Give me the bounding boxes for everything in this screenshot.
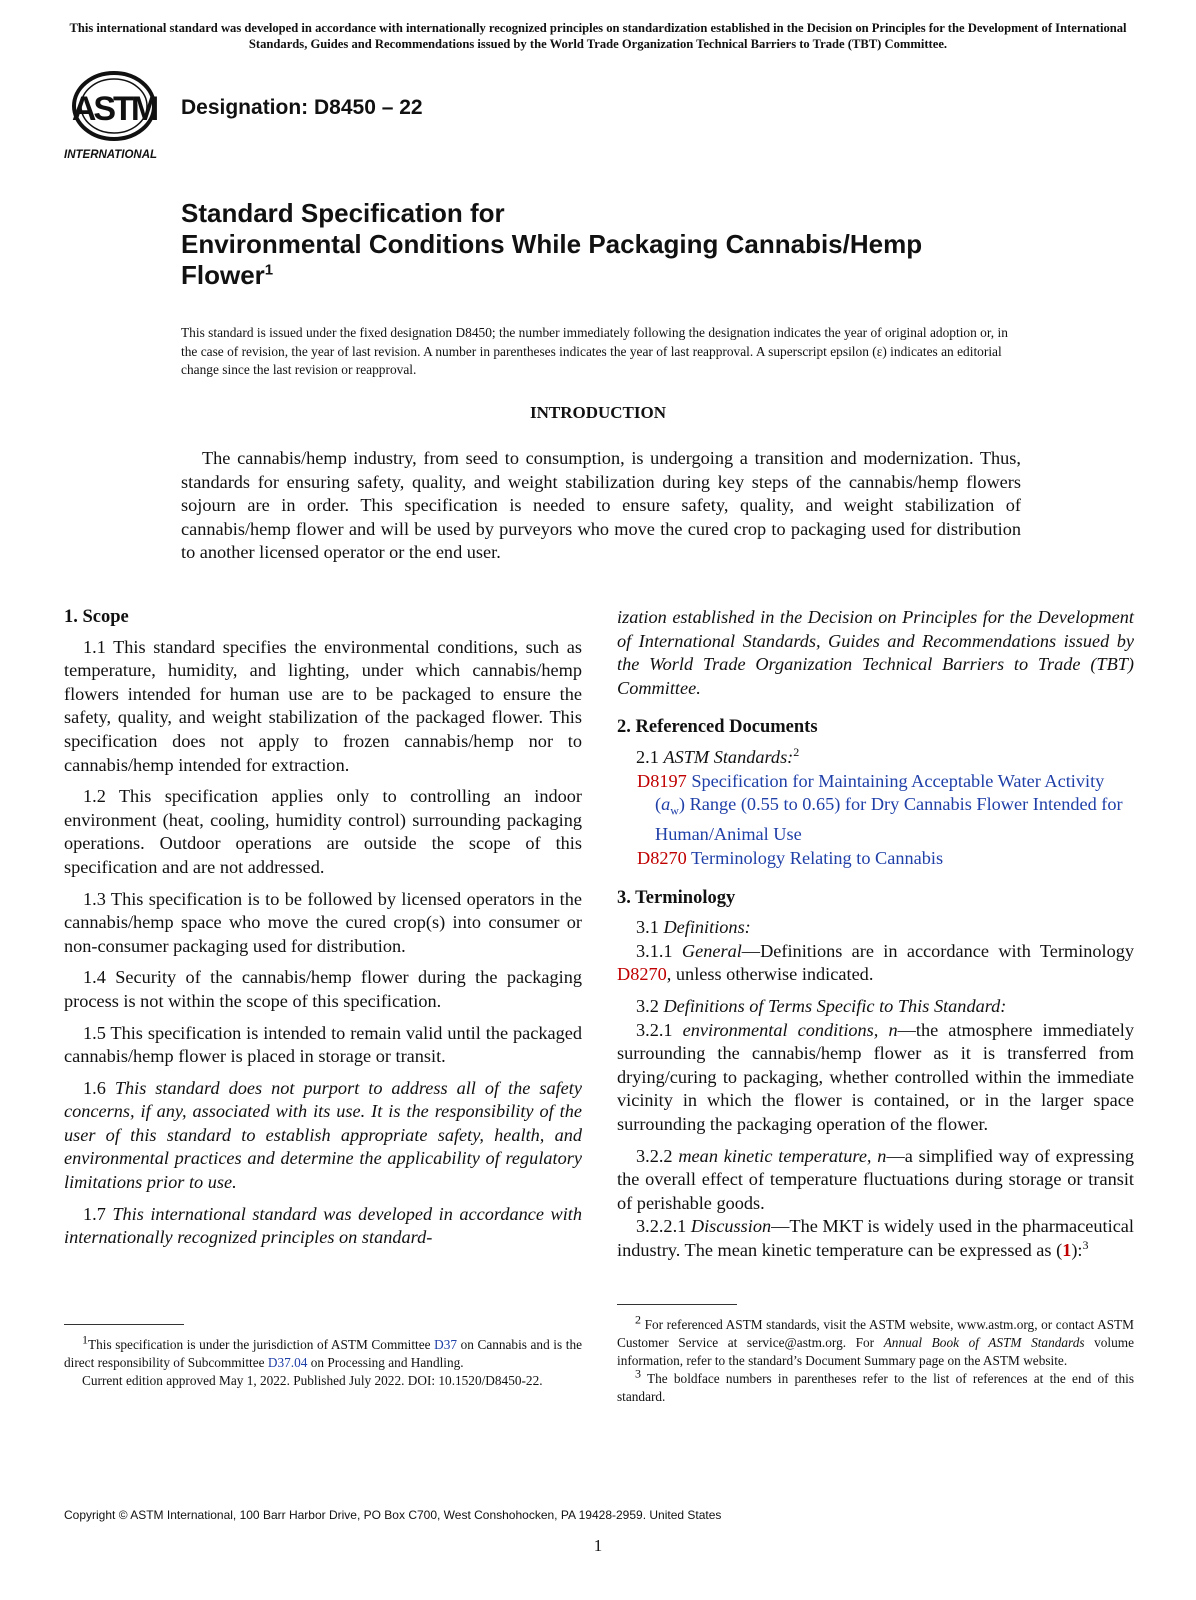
footnote-2	[617, 1312, 1135, 1370]
definitions-3-1-1	[617, 940, 1134, 987]
definitions-3-2-2-1	[617, 1215, 1134, 1262]
footnotes-right	[617, 1312, 1135, 1406]
scope-heading: 1. Scope	[64, 607, 129, 627]
introduction-heading: INTRODUCTION	[529, 403, 667, 422]
reference-title-d8197-a: Specification for Maintaining Acceptable Water Activity (	[655, 770, 1105, 815]
footnote-1-text-c: on Processing and Handling.	[307, 1355, 464, 1370]
subcommittee-link-d37-04[interactable]: D37.04	[267, 1355, 308, 1370]
definitions-3-1-1-num: 3.1.1	[636, 940, 673, 961]
definitions-3-2-2-1-term: Discussion	[690, 1216, 772, 1237]
terminology-heading: 3. Terminology	[617, 887, 736, 908]
water-activity-subscript: w	[670, 803, 679, 818]
committee-link-d37[interactable]: D37	[434, 1337, 458, 1352]
issued-note: This standard is issued under the fixed designation D8450; the number immediately following the designation indicates the year of original adoption or, in the case of revision, the year of last revision. A number in parentheses indicates the year of last reapproval. A superscript epsilon (ε) indicates an editorial change since the last revision or reapproval.	[181, 325, 1008, 377]
scope-1-6-text: This standard does not purport to address all of the safety concerns, if any, associated with its use. It is the responsibility of the user of this standard to establish appropriate safety, health, and environmental practices and determine the applicability of regulatory limitations prior to use.	[64, 1077, 582, 1193]
astm-logo-subtext: INTERNATIONAL	[64, 149, 158, 161]
scope-1-6	[64, 1077, 582, 1195]
footnote-ref-3: 3	[1082, 1237, 1089, 1252]
scope-1-7-num: 1.7	[83, 1203, 106, 1224]
reference-d8197[interactable]	[637, 770, 1134, 847]
title-footnote-mark: 1	[264, 261, 274, 279]
definitions-3-1-label: Definitions:	[663, 917, 751, 938]
definitions-3-2-2-num: 3.2.2	[636, 1145, 673, 1166]
footnote-3-text: The boldface numbers in parentheses refer to the list of references at the end of this standard.	[617, 1371, 1134, 1404]
reference-code-d8270[interactable]: D8270	[637, 848, 687, 868]
definitions-3-2-2-text: —a simplified way of expressing the overall effect of temperature fluctuations during storage or transit of perishable goods.	[617, 1145, 1134, 1213]
definitions-3-2-2-1-text: —The MKT is widely used in the pharmaceutical industry. The mean kinetic temperature can be expressed as (	[617, 1216, 1134, 1260]
scope-1-4: 1.4 Security of the cannabis/hemp flower during the packaging process is not within the scope of this specification.	[64, 967, 582, 1011]
definitions-3-2-2-term: mean kinetic temperature, n	[678, 1145, 887, 1166]
scope-1-5: 1.5 This specification is intended to remain valid until the packaged cannabis/hemp flower is placed in storage or transit.	[64, 1022, 582, 1067]
footnote-1-text-a: This specification is under the jurisdiction of ASTM Committee	[88, 1337, 435, 1352]
referenced-documents-heading: 2. Referenced Documents	[617, 717, 818, 738]
scope-1-7	[64, 1203, 582, 1250]
footnote-3	[617, 1366, 1134, 1406]
definitions-3-2-2-1-end: ):	[1071, 1239, 1083, 1260]
astm-logo-text: ASTM	[71, 90, 157, 128]
water-activity-symbol: a	[661, 794, 671, 815]
definitions-3-2	[617, 995, 1134, 1019]
definitions-3-1-num: 3.1	[636, 917, 659, 938]
definitions-3-2-num: 3.2	[636, 995, 659, 1016]
scope-1-7-text: This international standard was developed in accordance with internationally recognized principles on standard-	[64, 1203, 582, 1248]
reference-title-d8197[interactable]	[655, 771, 1123, 845]
footnote-ref-2: 2	[793, 744, 800, 759]
astm-logo-icon	[64, 68, 170, 168]
astm-standards-subheading	[617, 746, 1134, 770]
scope-1-2: 1.2 This specification applies only to controlling an indoor environment (heat, cooling, humidity control) surrounding packaging operations. Outdoor operations are outside the scope of this specification and are not addressed.	[64, 786, 582, 877]
definitions-3-1-1-text-b: , unless otherwise indicated.	[666, 964, 874, 985]
footnote-2-text-a: For referenced ASTM standards, visit the ASTM website, www.astm.org, or contact ASTM Customer Service at service@astm.org. For	[617, 1317, 1135, 1350]
definitions-3-1	[617, 916, 1134, 940]
definitions-3-2-2-1-num: 3.2.2.1	[636, 1216, 687, 1237]
astm-standards-label: ASTM Standards:	[663, 746, 794, 767]
footnote-1-mark: 1	[82, 1332, 88, 1347]
footnote-2-italic: Annual Book of ASTM Standards	[883, 1335, 1085, 1350]
introduction-body: The cannabis/hemp industry, from seed to consumption, is undergoing a transition and modernization. Thus, standards for ensuring safety, quality, and weight stabilization during key steps of the cannabis/hemp flowers sojourn are in order. This specification is needed to ensure safety, quality, and weight stabilization of cannabis/hemp flower and will be used by purveyors who move the cured crop to packaging used for distribution to another licensed operator or the end user.	[181, 448, 1021, 563]
reference-code-d8197[interactable]: D8197	[637, 770, 687, 791]
reference-d8270[interactable]	[637, 847, 1134, 871]
reference-title-d8270[interactable]: Terminology Relating to Cannabis	[691, 848, 944, 868]
page-number: 1	[593, 1536, 603, 1555]
right-column	[617, 606, 1134, 1271]
scope-1-6-num: 1.6	[83, 1077, 106, 1098]
definitions-3-2-1-term: environmental conditions, n	[682, 1019, 898, 1040]
footnote-rule-left	[64, 1324, 184, 1325]
definitions-3-2-label: Definitions of Terms Specific to This Standard:	[663, 995, 1007, 1016]
definitions-3-1-1-term: General	[681, 940, 742, 961]
definitions-3-2-1	[617, 1019, 1134, 1137]
title-line-3: Flower	[181, 260, 265, 290]
title-line-1: Standard Specification for	[181, 198, 505, 228]
tbt-notice: This international standard was developed in accordance with internationally recognized principles on standardization established in the Decision on Principles for the Development of International Standards, Guides and Recommendations issued by the World Trade Organization Technical Barriers to Trade (TBT) Committee.	[69, 21, 1127, 51]
footnote-1	[64, 1332, 582, 1372]
scope-1-3: 1.3 This specification is to be followed by licensed operators in the cannabis/hemp space who move the cured crop(s) into consumer or non-consumer packaging used for distribution.	[64, 888, 582, 956]
terminology-link-d8270[interactable]: D8270	[617, 964, 667, 985]
footnote-1-text-b: on Cannabis and is the direct responsibility of Subcommittee	[64, 1337, 582, 1370]
document-title	[181, 198, 1081, 291]
definitions-3-1-1-text-a: —Definitions are in accordance with Terminology	[741, 940, 1134, 961]
footnotes-left	[64, 1332, 582, 1390]
scope-1-1: 1.1 This standard specifies the environmental conditions, such as temperature, humidity, and lighting, under which cannabis/hemp flowers intended for human use are to be packaged to ensure the safety, quality, and weight stabilization of the packaged flower. This specification does not apply to frozen cannabis/hemp nor to cannabis/hemp intended for extraction.	[64, 636, 582, 775]
reference-link-1[interactable]: 1	[1062, 1239, 1072, 1260]
astm-standards-num: 2.1	[636, 746, 659, 767]
footnote-2-text-b: volume information, refer to the standard’s Document Summary page on the ASTM website.	[617, 1335, 1134, 1368]
scope-1-7-continued: ization established in the Decision on Principles for the Development of International Standards, Guides and Recommendations issued by the World Trade Organization Technical Barriers to Trade (TBT) Committee.	[617, 607, 1134, 698]
footnote-1-edition: Current edition approved May 1, 2022. Published July 2022. DOI: 10.1520/D8450-22.	[82, 1373, 543, 1388]
reference-title-d8197-b: ) Range (0.55 to 0.65) for Dry Cannabis Flower Intended for Human/Animal Use	[655, 794, 1123, 845]
astm-logo	[64, 68, 170, 168]
copyright-footer: Copyright © ASTM International, 100 Barr Harbor Drive, PO Box C700, West Conshohocken, PA 19428-2959. United States	[64, 1508, 722, 1522]
left-column	[64, 606, 582, 1258]
footnote-rule-right	[617, 1304, 737, 1305]
definitions-3-2-1-num: 3.2.1	[636, 1019, 673, 1040]
footnote-2-mark: 2	[635, 1312, 641, 1327]
title-line-2: Environmental Conditions While Packaging Cannabis/Hemp	[181, 229, 923, 259]
definitions-3-2-1-text: —the atmosphere immediately surrounding the cannabis/hemp flower as it is transferred from drying/curing to packaging, whether controlled within the immediate vicinity in which the flower is contained, or in the larger space surrounding the packaging operation of the flower.	[617, 1019, 1134, 1134]
footnote-3-mark: 3	[635, 1366, 641, 1381]
designation: Designation: D8450 – 22	[181, 96, 423, 119]
definitions-3-2-2	[617, 1145, 1134, 1216]
